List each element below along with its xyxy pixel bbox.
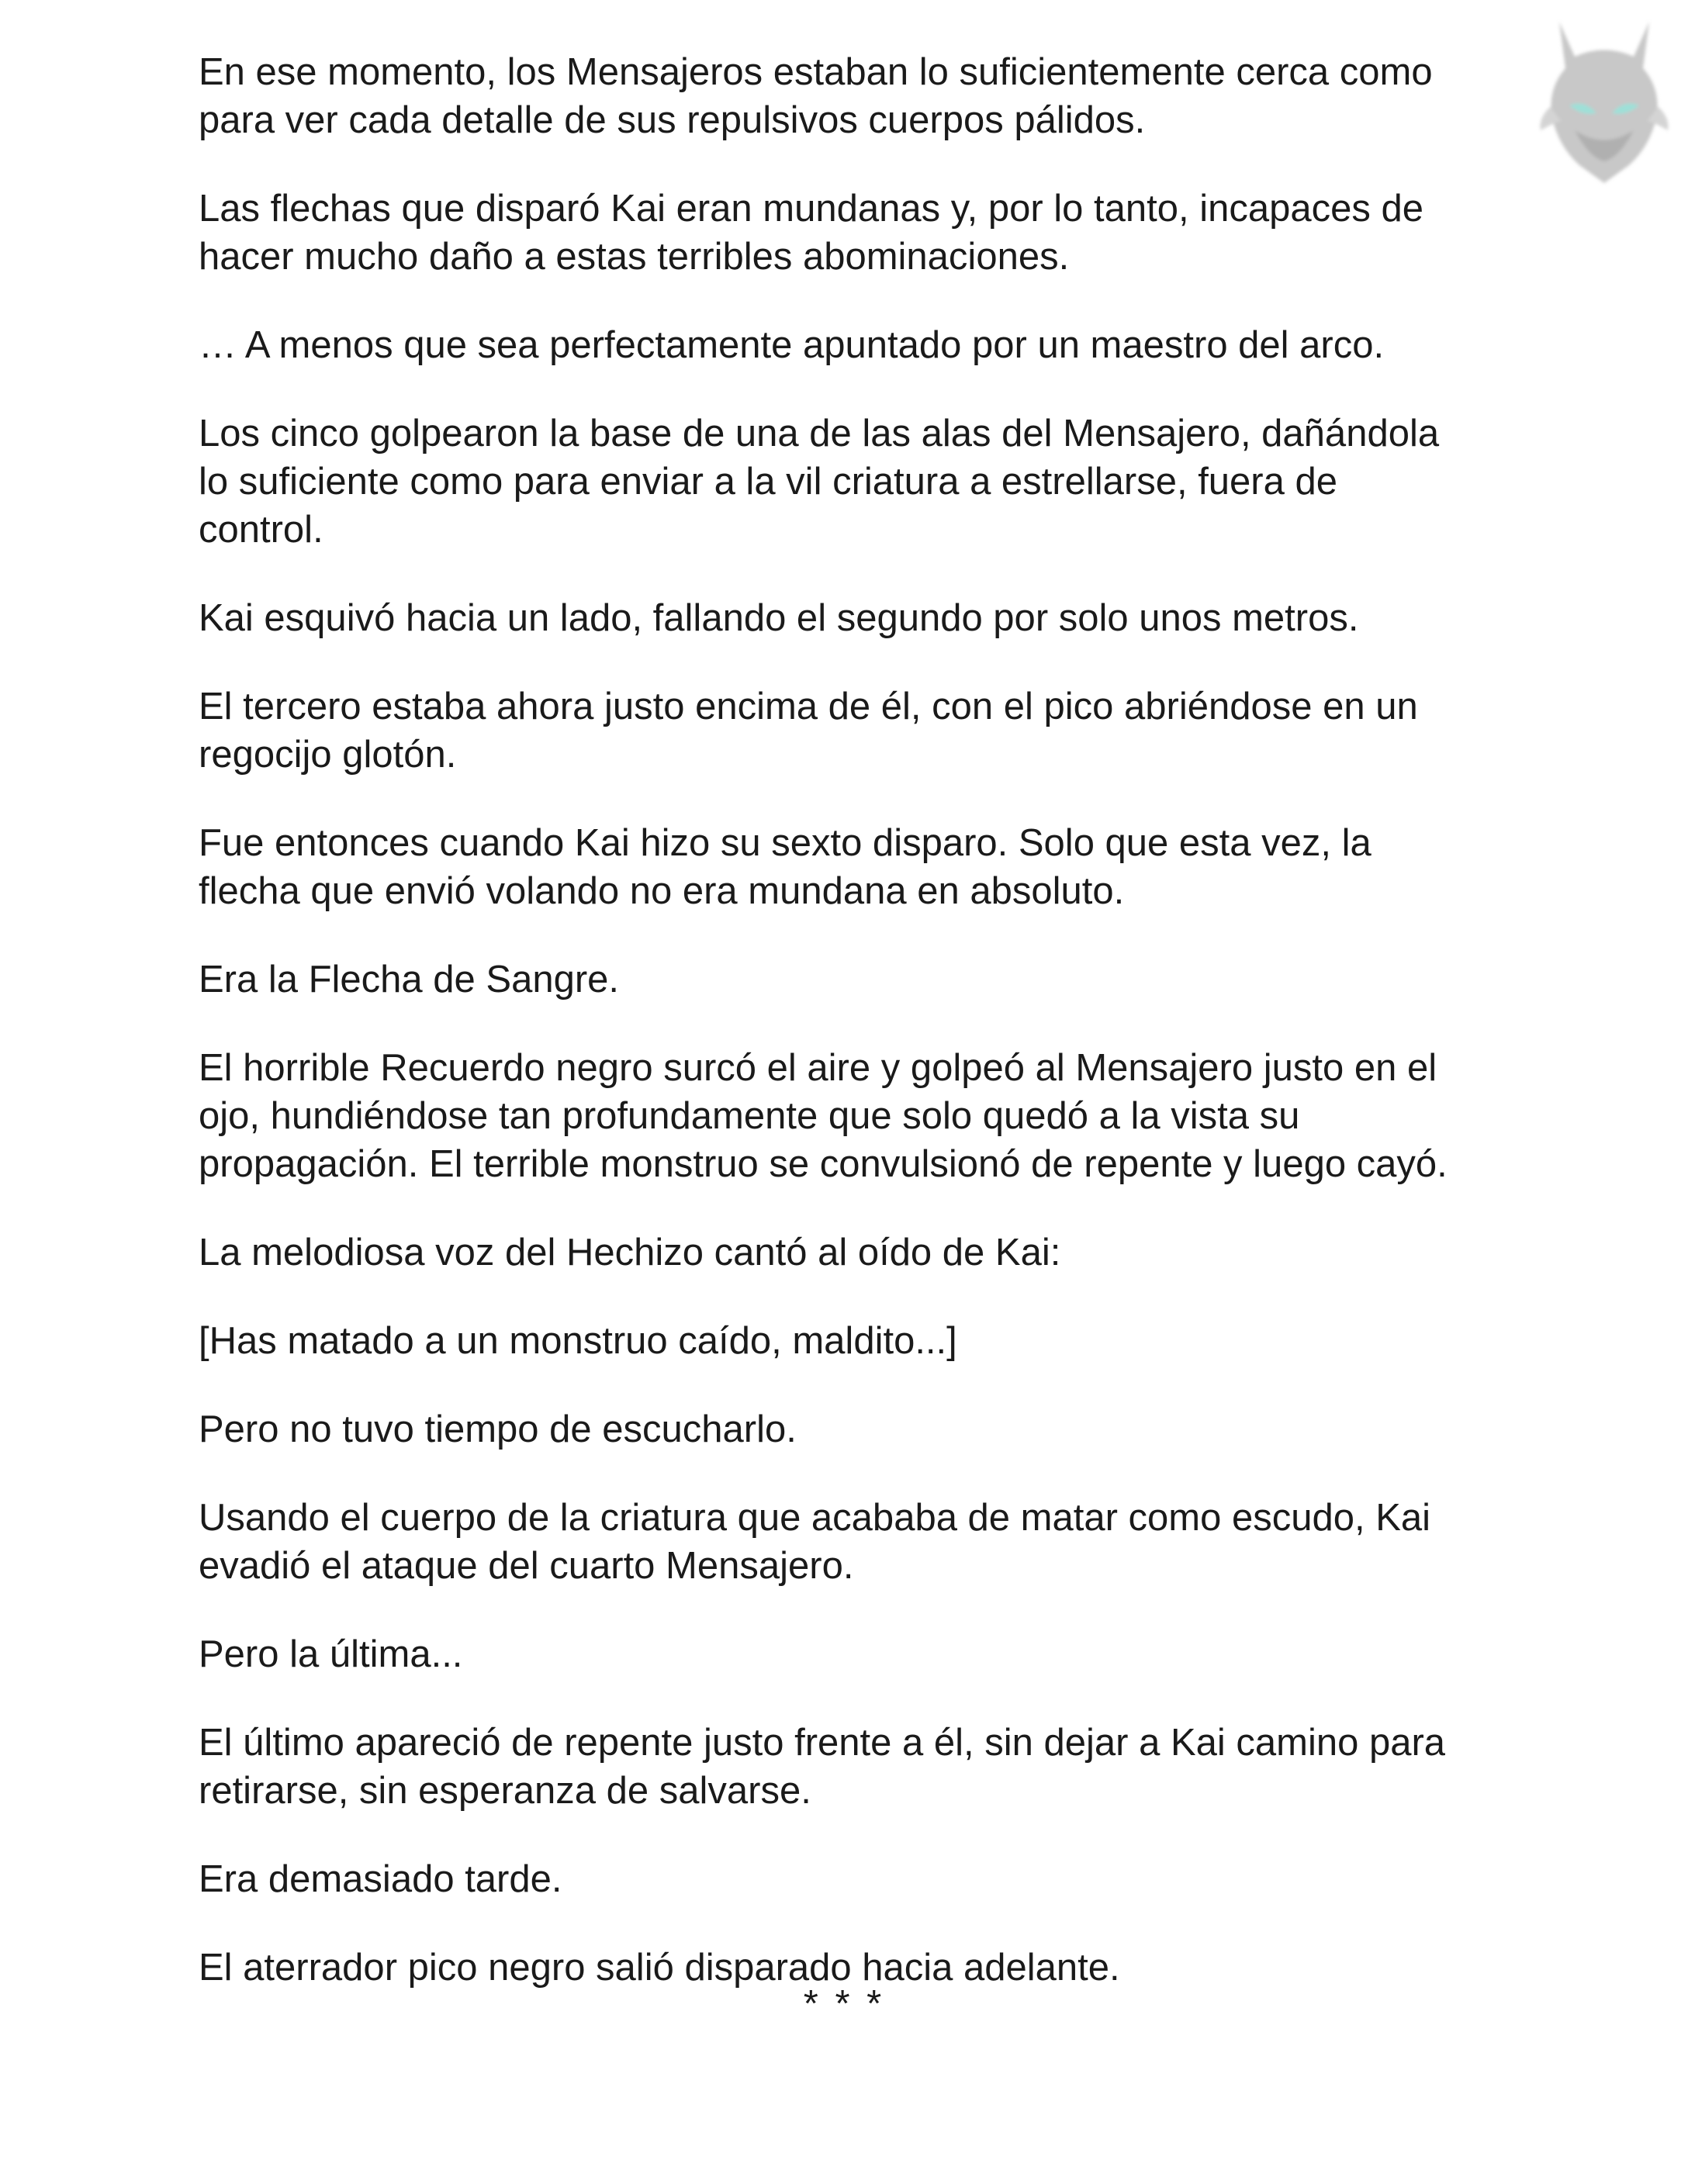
paragraph: [Has matado a un monstruo caído, maldito...] [199, 1320, 957, 1362]
text-body [199, 48, 1471, 2032]
paragraph: Pero la última... [199, 1633, 463, 1675]
paragraph: Fue entonces cuando Kai hizo su sexto disparo. Solo que esta vez, la flecha que envió volando no era mundana en absoluto. [199, 822, 1372, 912]
paragraph: El horrible Recuerdo negro surcó el aire y golpeó al Mensajero justo en el ojo, hundiéndose tan profundamente que solo quedó a la vista su propagación. El terrible monstruo se convulsionó de repente y luego cayó. [199, 1047, 1448, 1185]
paragraph: En ese momento, los Mensajeros estaban lo suficientemente cerca como para ver cada detalle de sus repulsivos cuerpos pálidos. [199, 51, 1433, 141]
paragraph: Usando el cuerpo de la criatura que acababa de matar como escudo, Kai evadió el ataque del cuarto Mensajero. [199, 1497, 1431, 1587]
paragraph: Era la Flecha de Sangre. [199, 959, 620, 1000]
paragraph: Kai esquivó hacia un lado, fallando el segundo por solo unos metros. [199, 597, 1359, 639]
paragraph: Pero no tuvo tiempo de escucharlo. [199, 1408, 797, 1450]
paragraph: El último apareció de repente justo frente a él, sin dejar a Kai camino para retirarse, sin esperanza de salvarse. [199, 1722, 1446, 1812]
paragraph: Era demasiado tarde. [199, 1858, 562, 1900]
paragraph: El aterrador pico negro salió disparado hacia adelante. [199, 1947, 1120, 1989]
paragraph: Los cinco golpearon la base de una de las alas del Mensajero, dañándola lo suficiente como para enviar a la vil criatura a estrellarse, fuera de control. [199, 413, 1440, 551]
paragraph: Las flechas que disparó Kai eran mundanas y, por lo tanto, incapaces de hacer mucho daño a estas terribles abominaciones. [199, 188, 1423, 278]
paragraph: La melodiosa voz del Hechizo cantó al oído de Kai: [199, 1232, 1061, 1273]
demon-head-icon [1527, 14, 1682, 188]
paragraph: … A menos que sea perfectamente apuntado por un maestro del arco. [199, 324, 1385, 366]
scene-break: * * * [803, 1983, 885, 2025]
paragraph: El tercero estaba ahora justo encima de él, con el pico abriéndose en un regocijo glotón. [199, 686, 1418, 776]
